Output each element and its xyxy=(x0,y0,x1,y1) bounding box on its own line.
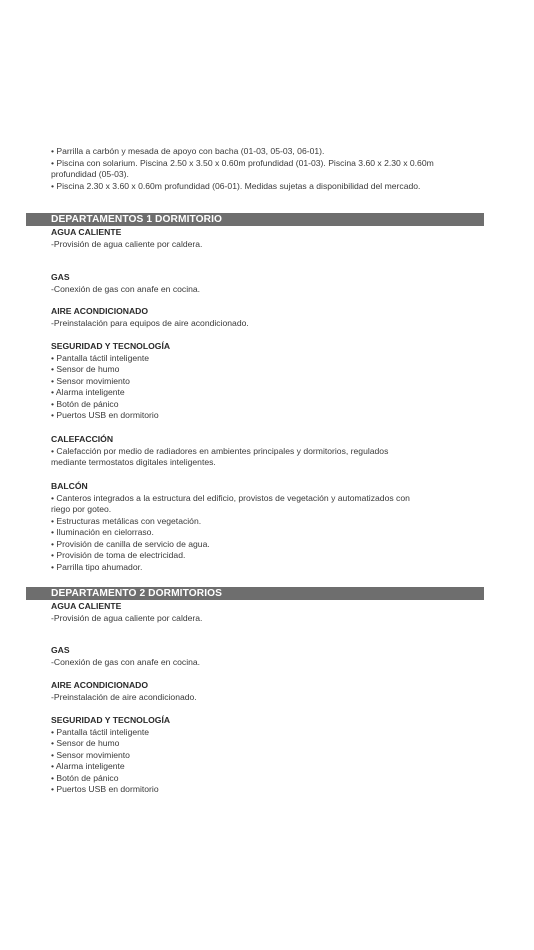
spec-line: • Pantalla táctil inteligente xyxy=(51,726,150,737)
spec-line: riego por goteo. xyxy=(51,504,112,514)
spec-line: • Estructuras metálicas con vegetación. xyxy=(51,515,202,526)
dept1-agua-caliente xyxy=(51,227,481,250)
spec-line: • Botón de pánico xyxy=(51,398,119,409)
spec-line: -Conexión de gas con anafe en cocina. xyxy=(51,283,201,294)
amenity-line: • Parrilla a carbón y mesada de apoyo con bacha (01-03, 05-03, 06-01). xyxy=(51,146,325,156)
subsection-heading: BALCÓN xyxy=(51,481,88,491)
spec-line: -Preinstalación para equipos de aire acondicionado. xyxy=(51,317,249,328)
section-title: DEPARTAMENTOS 1 DORMITORIO xyxy=(51,214,223,225)
spec-line: • Pantalla táctil inteligente xyxy=(51,352,150,363)
amenities-intro xyxy=(51,146,491,192)
subsection-heading: AGUA CALIENTE xyxy=(51,227,122,237)
spec-line: • Puertos USB en dormitorio xyxy=(51,784,159,794)
subsection-heading: AGUA CALIENTE xyxy=(51,601,122,611)
dept2-seguridad xyxy=(51,715,481,796)
spec-line: -Provisión de agua caliente por caldera. xyxy=(51,612,203,623)
spec-line: • Botón de pánico xyxy=(51,772,119,783)
section-band-dept2 xyxy=(26,587,484,600)
dept1-gas xyxy=(51,272,481,295)
spec-line: -Provisión de agua caliente por caldera. xyxy=(51,238,203,249)
spec-line: • Sensor movimiento xyxy=(51,375,130,386)
subsection-heading: GAS xyxy=(51,645,70,655)
subsection-heading: SEGURIDAD Y TECNOLOGÍA xyxy=(51,715,171,725)
spec-line: • Sensor de humo xyxy=(51,364,120,374)
section-title: DEPARTAMENTO 2 DORMITORIOS xyxy=(51,588,223,599)
spec-line: -Preinstalación de aire acondicionado. xyxy=(51,691,197,702)
spec-line: • Parrilla tipo ahumador. xyxy=(51,561,143,572)
dept2-agua-caliente xyxy=(51,601,481,624)
dept1-seguridad xyxy=(51,341,481,422)
dept1-aire xyxy=(51,306,481,329)
amenity-line: • Piscina con solarium. Piscina 2.50 x 3.50 x 0.60m profundidad (01-03). Piscina 3.60 x 2.30 x 0.60m xyxy=(51,157,434,168)
spec-line: • Canteros integrados a la estructura del edificio, provistos de vegetación y automatizados con xyxy=(51,492,410,503)
spec-line: • Iluminación en cielorraso. xyxy=(51,527,154,537)
spec-line: • Provisión de canilla de servicio de agua. xyxy=(51,538,210,549)
section-band-dept1 xyxy=(26,213,484,226)
spec-line: • Sensor de humo xyxy=(51,738,120,748)
spec-line: • Provisión de toma de electricidad. xyxy=(51,550,186,560)
dept1-calefaccion xyxy=(51,434,481,469)
subsection-heading: AIRE ACONDICIONADO xyxy=(51,680,149,690)
spec-line: • Sensor movimiento xyxy=(51,749,130,760)
subsection-heading: AIRE ACONDICIONADO xyxy=(51,306,149,316)
amenity-line: profundidad (05-03). xyxy=(51,169,129,179)
dept2-aire xyxy=(51,680,481,703)
dept2-gas xyxy=(51,645,481,668)
spec-line: • Calefacción por medio de radiadores en ambientes principales y dormitorios, regulados xyxy=(51,445,389,456)
spec-line: mediante termostatos digitales inteligentes. xyxy=(51,457,216,467)
subsection-heading: SEGURIDAD Y TECNOLOGÍA xyxy=(51,341,171,351)
spec-line: • Alarma inteligente xyxy=(51,387,125,397)
dept1-balcon xyxy=(51,481,481,573)
spec-line: • Puertos USB en dormitorio xyxy=(51,410,159,420)
subsection-heading: CALEFACCIÓN xyxy=(51,434,114,444)
amenity-line: • Piscina 2.30 x 3.60 x 0.60m profundidad (06-01). Medidas sujetas a disponibilidad del mercado. xyxy=(51,180,421,191)
subsection-heading: GAS xyxy=(51,272,70,282)
spec-line: • Alarma inteligente xyxy=(51,761,125,771)
spec-line: -Conexión de gas con anafe en cocina. xyxy=(51,656,201,667)
